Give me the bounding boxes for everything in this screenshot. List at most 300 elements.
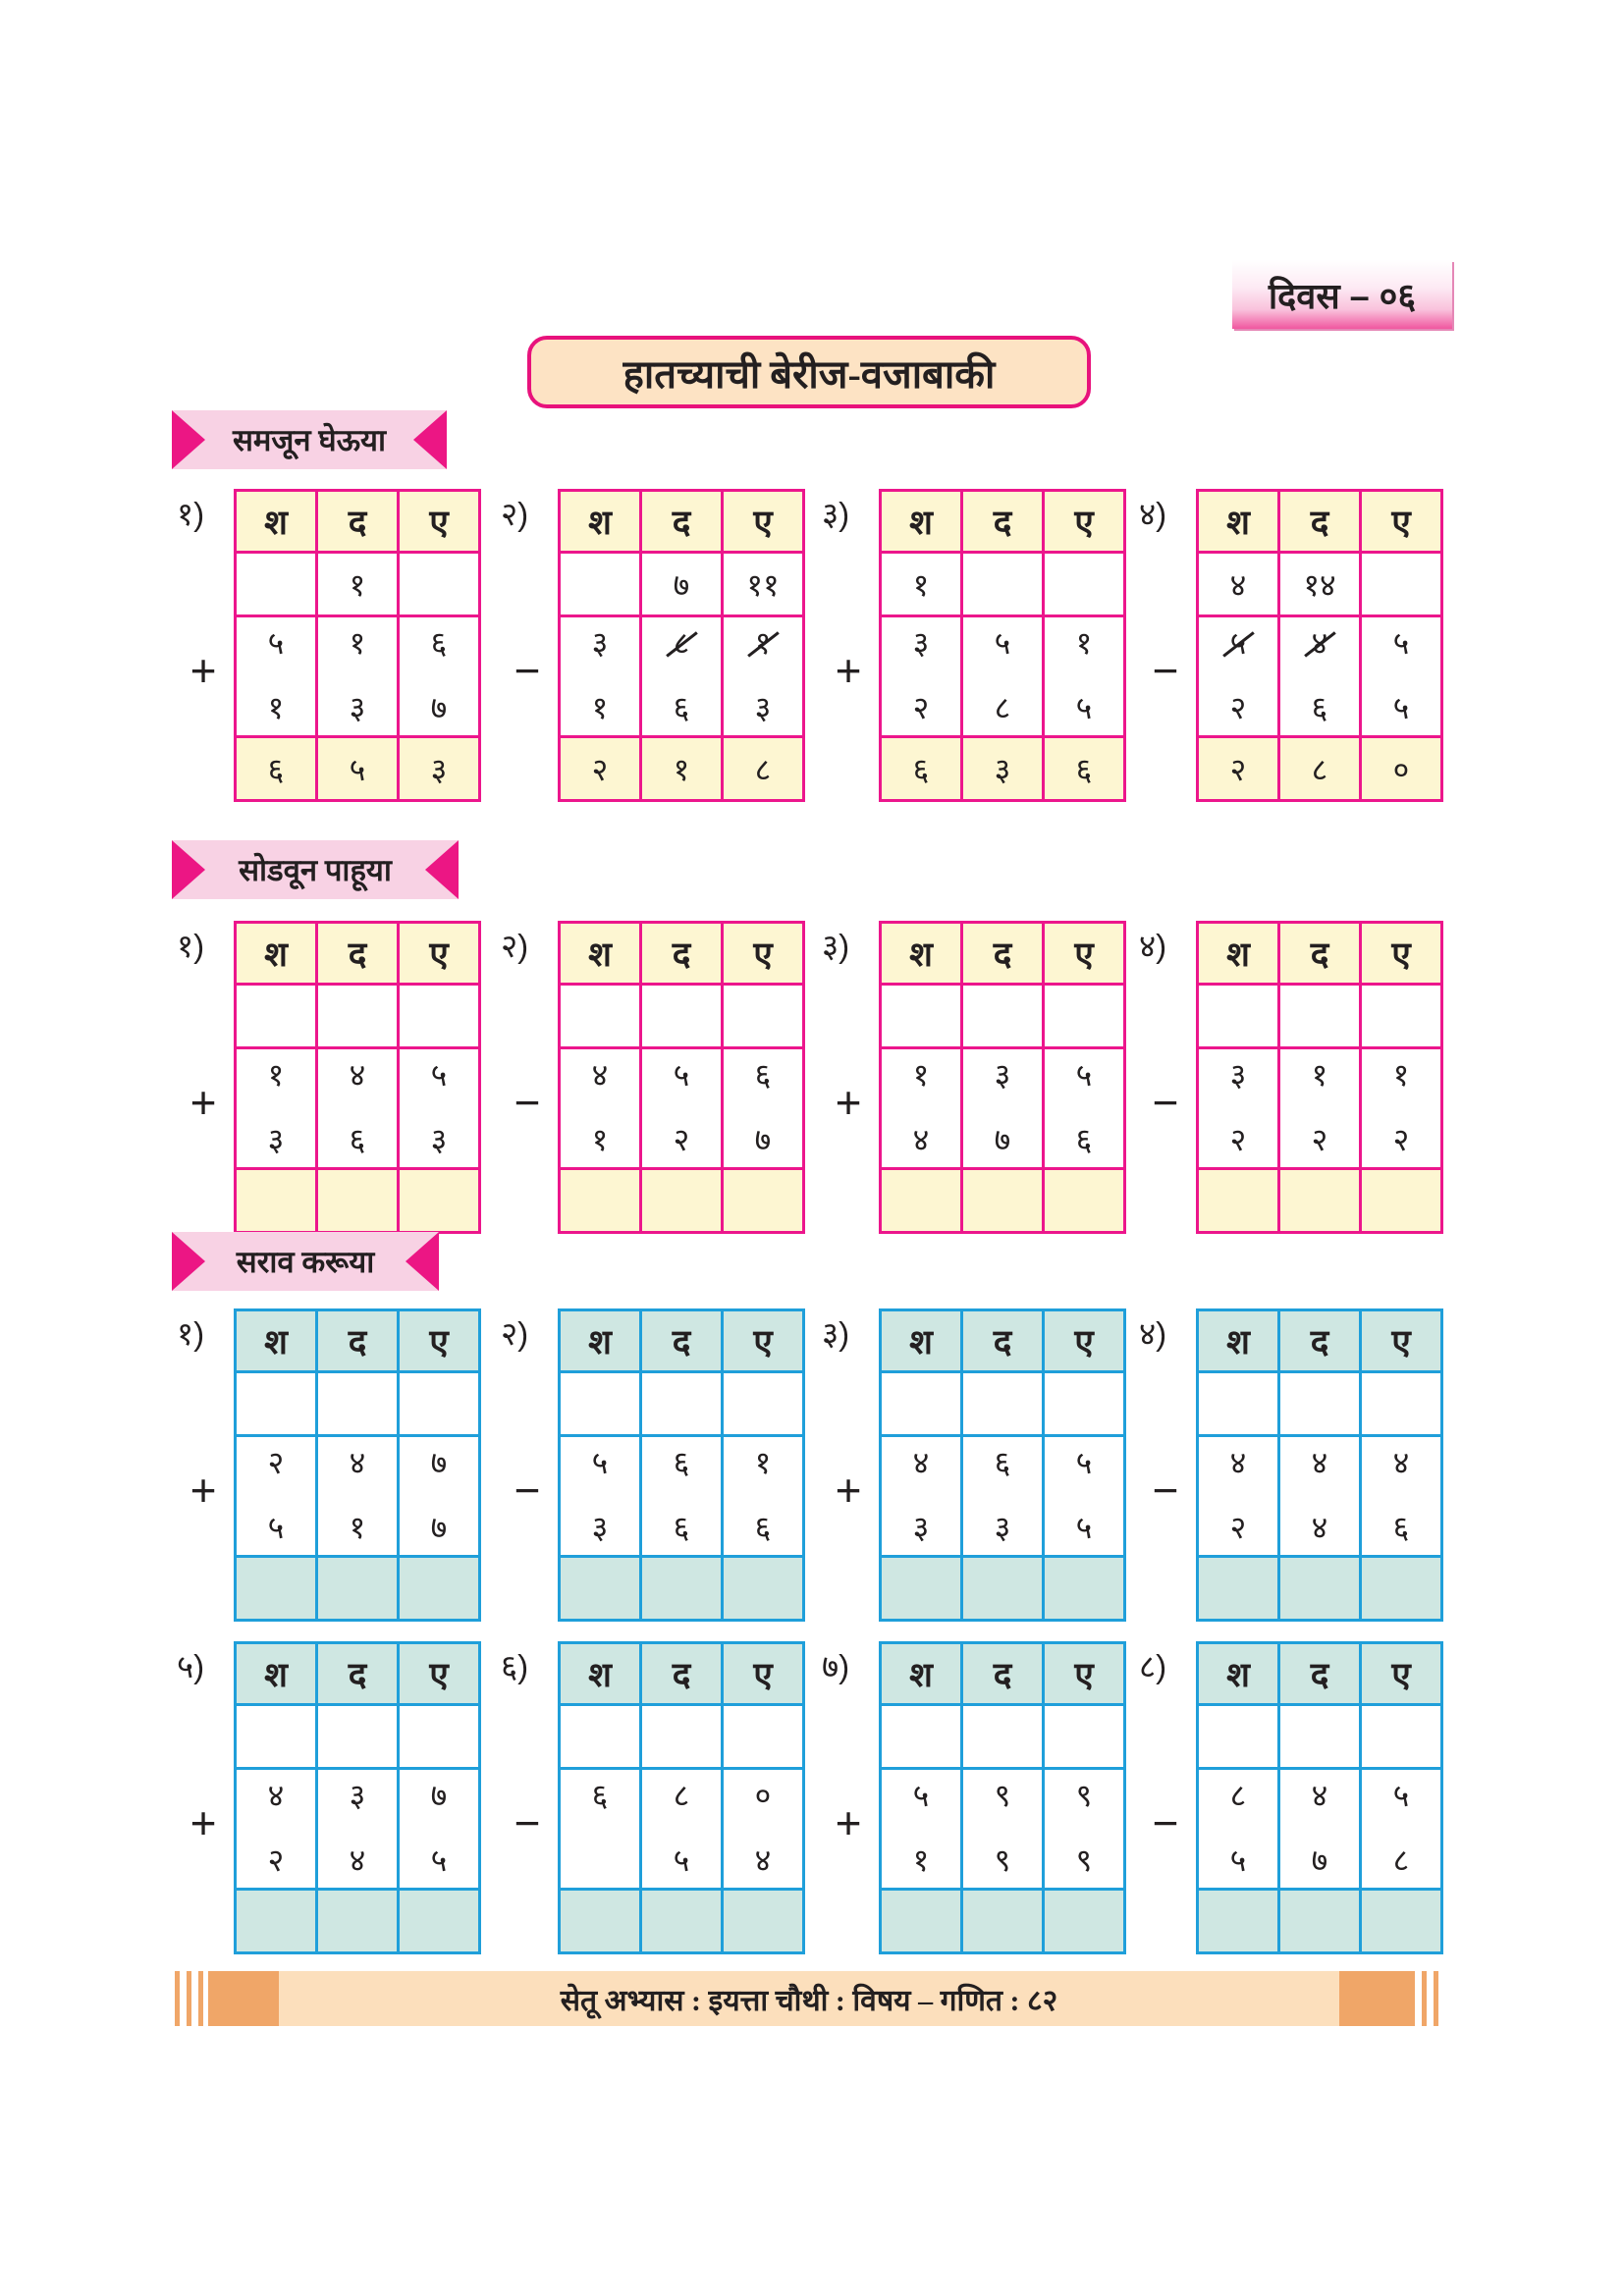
operand1-digit: ४ (1392, 1445, 1410, 1480)
problem-number-label: ३) (822, 1315, 850, 1352)
operand1-digit: ४ (349, 1445, 366, 1480)
column-header-cell: श (882, 1311, 960, 1370)
answer-cell: १ (642, 738, 721, 799)
problem-table-group (177, 489, 489, 805)
answer-cell (963, 1558, 1042, 1619)
problem-table-group (822, 1308, 1134, 1625)
answer-cell (1199, 1170, 1277, 1231)
answer-cell (1280, 1558, 1359, 1619)
operand2-digit: ५ (430, 1842, 448, 1878)
operand-cell (724, 1437, 802, 1555)
problem-number-label: २) (501, 496, 529, 532)
answer-cell (1280, 1891, 1359, 1951)
operand2-digit: २ (1392, 1122, 1410, 1157)
problem-number-label: १) (177, 928, 205, 964)
operand-cell (400, 1770, 478, 1888)
operand1-digit: १ (754, 1445, 772, 1480)
answer-cell: ८ (1280, 738, 1359, 799)
plus-operator: + (835, 1077, 862, 1128)
column-header-cell: द (642, 924, 721, 983)
operand1-digit: ४ (591, 1057, 609, 1093)
operand2-digit: ६ (754, 1510, 772, 1545)
operand-cell (963, 1049, 1042, 1167)
carry-cell (237, 986, 315, 1046)
operand1-digit: ४ (1229, 1445, 1247, 1480)
operand-cell (724, 617, 802, 735)
column-header-cell: ए (400, 492, 478, 551)
operand2-digit: ८ (1392, 1842, 1410, 1878)
operand2-digit: ५ (1075, 690, 1093, 725)
answer-cell: २ (561, 738, 639, 799)
operand1-digit: ३ (912, 625, 930, 661)
answer-cell: ८ (724, 738, 802, 799)
place-value-table (234, 489, 481, 802)
operand1-digit: ६ (591, 1778, 609, 1813)
operand2-digit: १ (591, 1122, 609, 1157)
problem-table-group (501, 1308, 813, 1625)
operand1-digit: ७ (430, 1778, 448, 1813)
column-header-cell: श (1199, 924, 1277, 983)
carry-cell (561, 1706, 639, 1767)
operand-cell (882, 617, 960, 735)
operand1-digit: २ (267, 1445, 285, 1480)
operand-cell (1280, 617, 1359, 735)
carry-cell (1045, 1373, 1123, 1434)
answer-cell: ० (1362, 738, 1440, 799)
answer-cell (1199, 1891, 1277, 1951)
carry-cell (1199, 1706, 1277, 1767)
place-value-table (558, 1308, 805, 1622)
minus-operator: − (514, 1465, 541, 1516)
operand1-digit: १ (1392, 1057, 1410, 1093)
operand2-digit: ७ (1311, 1842, 1328, 1878)
carry-cell: ७ (642, 554, 721, 614)
answer-cell (724, 1558, 802, 1619)
operand1-digit: ४ (349, 1057, 366, 1093)
operand1-digit: ५ (673, 1057, 690, 1093)
carry-cell (400, 986, 478, 1046)
answer-cell (724, 1891, 802, 1951)
footer-stripes-left (175, 1971, 208, 2026)
operand1-digit: ५ (1229, 625, 1247, 661)
column-header-cell: श (561, 492, 639, 551)
carry-cell (642, 1373, 721, 1434)
place-value-table (558, 489, 805, 802)
operand-cell (1199, 617, 1277, 735)
operand2-digit: २ (912, 690, 930, 725)
footer-bar (175, 1971, 1443, 2026)
operand-cell (1045, 1770, 1123, 1888)
column-header-cell: द (963, 1311, 1042, 1370)
column-header-cell: द (1280, 1644, 1359, 1703)
carry-cell (237, 1373, 315, 1434)
answer-cell: ६ (1045, 738, 1123, 799)
column-header-cell: द (1280, 1311, 1359, 1370)
operand1-digit: ५ (430, 1057, 448, 1093)
operand-cell (642, 1049, 721, 1167)
operand2-digit: १ (591, 690, 609, 725)
operand1-digit: ६ (754, 1057, 772, 1093)
column-header-cell: श (1199, 492, 1277, 551)
operand2-digit: ४ (1311, 1510, 1328, 1545)
operand1-digit: ८ (673, 625, 690, 661)
operand1-digit: ४ (267, 1778, 285, 1813)
operand2-digit (595, 1844, 605, 1878)
operand-cell (318, 1049, 397, 1167)
problem-table-group (1139, 489, 1451, 805)
operand1-digit: ५ (1075, 1057, 1093, 1093)
operand2-digit: ७ (430, 690, 448, 725)
operand-cell (963, 1437, 1042, 1555)
answer-cell (318, 1170, 397, 1231)
answer-cell (1362, 1891, 1440, 1951)
operand2-digit: ६ (673, 690, 690, 725)
answer-cell (237, 1170, 315, 1231)
plus-operator: + (835, 1465, 862, 1516)
carry-cell (400, 1373, 478, 1434)
carry-cell (642, 986, 721, 1046)
carry-cell (1045, 1706, 1123, 1767)
answer-cell (642, 1891, 721, 1951)
operand-cell (642, 617, 721, 735)
operand1-digit: ६ (430, 625, 448, 661)
place-value-table (558, 1641, 805, 1954)
problem-table-group (501, 1641, 813, 1957)
answer-cell (318, 1558, 397, 1619)
answer-cell: ६ (882, 738, 960, 799)
operand1-digit: ५ (267, 625, 285, 661)
operand-cell (237, 617, 315, 735)
operand2-digit: ७ (430, 1510, 448, 1545)
column-header-cell: द (1280, 924, 1359, 983)
operand-cell (1362, 1437, 1440, 1555)
answer-cell (882, 1558, 960, 1619)
section-heading: सराव करूया (172, 1232, 439, 1291)
place-value-table (1196, 489, 1443, 802)
carry-cell (561, 1373, 639, 1434)
answer-cell (400, 1891, 478, 1951)
operand1-digit: ९ (1075, 1778, 1093, 1813)
column-header-cell: श (561, 1311, 639, 1370)
carry-cell (318, 986, 397, 1046)
problem-number-label: २) (501, 1315, 529, 1352)
operand-cell (1280, 1770, 1359, 1888)
operand-cell (1199, 1437, 1277, 1555)
operand-cell (724, 1770, 802, 1888)
problem-number-label: ८) (1139, 1648, 1167, 1684)
carry-cell (882, 1373, 960, 1434)
operand2-digit: ३ (591, 1510, 609, 1545)
carry-cell (400, 1706, 478, 1767)
place-value-table (1196, 1641, 1443, 1954)
operand-cell (1280, 1437, 1359, 1555)
carry-cell (318, 1706, 397, 1767)
problem-table-group (822, 489, 1134, 805)
answer-cell: ३ (400, 738, 478, 799)
operand-cell (1199, 1049, 1277, 1167)
column-header-cell: ए (1045, 1644, 1123, 1703)
carry-cell (724, 1706, 802, 1767)
plus-operator: + (835, 1797, 862, 1848)
page-title: हातच्याची बेरीज-वजाबाकी (527, 336, 1091, 408)
plus-operator: + (189, 1797, 217, 1848)
carry-cell (724, 986, 802, 1046)
carry-cell: १४ (1280, 554, 1359, 614)
operand2-digit: ५ (1392, 690, 1410, 725)
column-header-cell: द (318, 1644, 397, 1703)
carry-cell (400, 554, 478, 614)
place-value-table (879, 489, 1126, 802)
operand-cell (642, 1437, 721, 1555)
problem-number-label: ५) (177, 1648, 205, 1684)
minus-operator: − (514, 645, 541, 696)
operand1-digit: ८ (1229, 1778, 1247, 1813)
operand-cell (561, 1437, 639, 1555)
operand1-digit: ४ (1311, 1778, 1328, 1813)
column-header-cell: श (882, 924, 960, 983)
operand1-digit: ५ (1392, 625, 1410, 661)
carry-cell (1280, 986, 1359, 1046)
problem-number-label: ३) (822, 928, 850, 964)
place-value-table (234, 921, 481, 1234)
carry-cell (318, 1373, 397, 1434)
operand2-digit: ४ (754, 1842, 772, 1878)
operand1-digit: ० (754, 1778, 772, 1813)
operand-cell (561, 617, 639, 735)
answer-cell (642, 1558, 721, 1619)
operand-cell (963, 1770, 1042, 1888)
operand2-digit: ३ (754, 690, 772, 725)
carry-cell (1199, 986, 1277, 1046)
answer-cell (1280, 1170, 1359, 1231)
operand-cell (237, 1049, 315, 1167)
footer-stripes-right (1410, 1971, 1443, 2026)
column-header-cell: श (237, 1644, 315, 1703)
operand1-digit: १ (1075, 625, 1093, 661)
operand1-digit: ५ (1075, 1445, 1093, 1480)
operand1-digit: १ (349, 625, 366, 661)
operand2-digit: १ (267, 690, 285, 725)
column-header-cell: द (318, 924, 397, 983)
operand-cell (561, 1049, 639, 1167)
problem-number-label: १) (177, 1315, 205, 1352)
carry-cell (561, 554, 639, 614)
column-header-cell: श (237, 1311, 315, 1370)
carry-cell (724, 1373, 802, 1434)
plus-operator: + (189, 1465, 217, 1516)
answer-cell (882, 1891, 960, 1951)
operand2-digit: १ (349, 1510, 366, 1545)
column-header-cell: ए (1045, 924, 1123, 983)
operand1-digit: ३ (591, 625, 609, 661)
column-header-cell: ए (724, 1644, 802, 1703)
operand-cell (1362, 1770, 1440, 1888)
section-heading: सोडवून पाहूया (172, 840, 459, 899)
carry-cell (1199, 1373, 1277, 1434)
answer-cell (882, 1170, 960, 1231)
column-header-cell: श (561, 1644, 639, 1703)
operand2-digit: ६ (1075, 1122, 1093, 1157)
operand-cell (882, 1437, 960, 1555)
operand2-digit: ६ (349, 1122, 366, 1157)
problem-number-label: ४) (1139, 496, 1167, 532)
operand1-digit: ६ (673, 1445, 690, 1480)
operand2-digit: १ (912, 1842, 930, 1878)
problem-number-label: ६) (501, 1648, 529, 1684)
carry-cell (963, 1373, 1042, 1434)
operand2-digit: २ (673, 1122, 690, 1157)
answer-cell (1362, 1558, 1440, 1619)
column-header-cell: ए (1362, 1311, 1440, 1370)
operand1-digit: ३ (994, 1057, 1011, 1093)
carry-cell: ११ (724, 554, 802, 614)
carry-cell: ४ (1199, 554, 1277, 614)
operand2-digit: ३ (912, 1510, 930, 1545)
operand1-digit: १ (912, 1057, 930, 1093)
answer-cell (724, 1170, 802, 1231)
minus-operator: − (1152, 1077, 1179, 1128)
column-header-cell: श (882, 492, 960, 551)
carry-cell (1045, 986, 1123, 1046)
minus-operator: − (514, 1797, 541, 1848)
answer-cell (561, 1170, 639, 1231)
operand-cell (561, 1770, 639, 1888)
carry-cell (1362, 1373, 1440, 1434)
footer-text: सेतू अभ्यास : इयत्ता चौथी : विषय – गणित : ८२ (279, 1971, 1339, 2026)
plus-operator: + (189, 1077, 217, 1128)
answer-cell (963, 1891, 1042, 1951)
answer-cell: ५ (318, 738, 397, 799)
answer-cell (1045, 1891, 1123, 1951)
footer-accent-block-right (1339, 1971, 1410, 2026)
column-header-cell: ए (724, 924, 802, 983)
carry-cell (882, 1706, 960, 1767)
answer-cell: ३ (963, 738, 1042, 799)
column-header-cell: श (237, 924, 315, 983)
operand2-digit: ३ (267, 1122, 285, 1157)
operand-cell (1045, 617, 1123, 735)
column-header-cell: द (1280, 492, 1359, 551)
operand-cell (1362, 1049, 1440, 1167)
place-value-table (879, 1308, 1126, 1622)
column-header-cell: द (318, 492, 397, 551)
operand1-digit: ४ (1311, 625, 1328, 661)
operand1-digit: १ (267, 1057, 285, 1093)
carry-cell (963, 1706, 1042, 1767)
operand2-digit: २ (1311, 1122, 1328, 1157)
answer-cell (1199, 1558, 1277, 1619)
answer-cell (237, 1891, 315, 1951)
column-header-cell: द (963, 924, 1042, 983)
operand2-digit: ९ (1075, 1842, 1093, 1878)
operand2-digit: ३ (430, 1122, 448, 1157)
operand-cell (400, 1049, 478, 1167)
footer-accent-block-left (208, 1971, 279, 2026)
column-header-cell: श (882, 1644, 960, 1703)
carry-cell (882, 986, 960, 1046)
problem-table-group (822, 1641, 1134, 1957)
carry-cell (1045, 554, 1123, 614)
operand-cell (400, 617, 478, 735)
column-header-cell: ए (400, 924, 478, 983)
carry-cell: १ (882, 554, 960, 614)
place-value-table (1196, 921, 1443, 1234)
section-heading: समजून घेऊया (172, 410, 447, 469)
answer-cell (561, 1891, 639, 1951)
operand2-digit: २ (1229, 1122, 1247, 1157)
problem-table-group (1139, 921, 1451, 1237)
answer-cell (642, 1170, 721, 1231)
answer-cell (400, 1558, 478, 1619)
operand1-digit: ४ (1311, 1445, 1328, 1480)
column-header-cell: ए (724, 1311, 802, 1370)
problem-table-group (1139, 1308, 1451, 1625)
operand-cell (237, 1437, 315, 1555)
operand1-digit: ३ (349, 1778, 366, 1813)
place-value-table (234, 1308, 481, 1622)
day-badge: दिवस – ०६ (1232, 260, 1452, 329)
place-value-table (1196, 1308, 1443, 1622)
carry-cell (1362, 554, 1440, 614)
operand2-digit: ४ (912, 1122, 930, 1157)
operand-cell (882, 1770, 960, 1888)
column-header-cell: श (1199, 1644, 1277, 1703)
column-header-cell: ए (1045, 1311, 1123, 1370)
problem-table-group (177, 1308, 489, 1625)
column-header-cell: द (642, 1311, 721, 1370)
minus-operator: − (514, 1077, 541, 1128)
carry-cell (1280, 1706, 1359, 1767)
operand-cell (237, 1770, 315, 1888)
answer-cell (1362, 1170, 1440, 1231)
problem-number-label: ७) (822, 1648, 850, 1684)
minus-operator: − (1152, 1797, 1179, 1848)
column-header-cell: द (642, 492, 721, 551)
operand1-digit: ५ (1392, 1778, 1410, 1813)
operand2-digit: ३ (349, 690, 366, 725)
carry-cell (963, 986, 1042, 1046)
operand-cell (1045, 1437, 1123, 1555)
operand2-digit: ५ (673, 1842, 690, 1878)
operand-cell (1045, 1049, 1123, 1167)
column-header-cell: ए (1045, 492, 1123, 551)
carry-cell (561, 986, 639, 1046)
operand2-digit: ४ (349, 1842, 366, 1878)
carry-cell (237, 554, 315, 614)
operand1-digit: ४ (912, 1445, 930, 1480)
problem-table-group (822, 921, 1134, 1237)
operand2-digit: ६ (1392, 1510, 1410, 1545)
answer-cell (561, 1558, 639, 1619)
answer-cell (400, 1170, 478, 1231)
operand2-digit: ६ (1311, 690, 1328, 725)
column-header-cell: श (561, 924, 639, 983)
plus-operator: + (189, 645, 217, 696)
operand-cell (400, 1437, 478, 1555)
operand1-digit: १ (1311, 1057, 1328, 1093)
place-value-table (234, 1641, 481, 1954)
problem-number-label: ३) (822, 496, 850, 532)
operand1-digit: ७ (430, 1445, 448, 1480)
operand2-digit: २ (1229, 1510, 1247, 1545)
operand2-digit: ५ (267, 1510, 285, 1545)
operand1-digit: १ (754, 625, 772, 661)
answer-cell (237, 1558, 315, 1619)
column-header-cell: श (1199, 1311, 1277, 1370)
column-header-cell: ए (1362, 1644, 1440, 1703)
problem-table-group (501, 489, 813, 805)
operand2-digit: ७ (994, 1122, 1011, 1157)
